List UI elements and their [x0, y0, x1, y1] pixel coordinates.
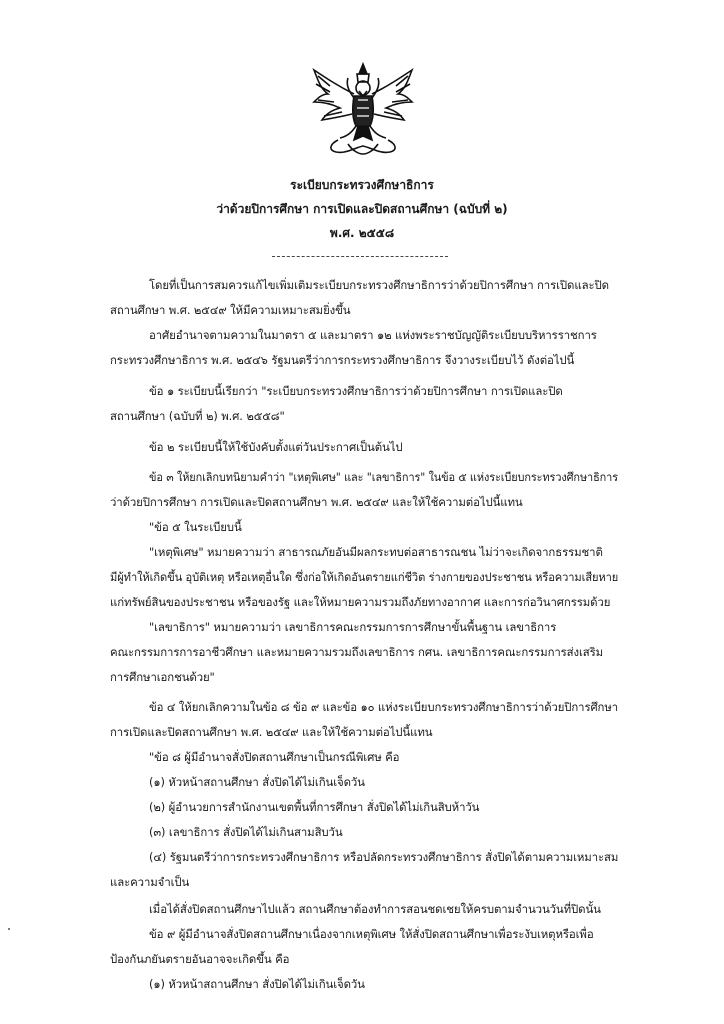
definition-line: มีผู้ทำให้เกิดขึ้น อุบัติเหตุ หรือเหตุอื่นใด ซึ่งก่อให้เกิดอันตรายแก่ชีวิต ร่างกายของประชาชน หรือความเสียหาย [110, 570, 619, 584]
paragraph-line: เมื่อได้สั่งปิดสถานศึกษาไปแล้ว สถานศึกษาต้องทำการสอนชดเชยให้ครบตามจำนวนวันที่ปิดนั้น [149, 902, 601, 916]
list-item: (๔) รัฐมนตรีว่าการกระทรวงศึกษาธิการ หรือปลัดกระทรวงศึกษาธิการ สั่งปิดได้ตามความเหมาะสม [149, 850, 619, 864]
clause-line: ข้อ ๒ ระเบียบนี้ให้ใช้บังคับตั้งแต่วันประกาศเป็นต้นไป [149, 440, 403, 454]
list-item: (๑) หัวหน้าสถานศึกษา สั่งปิดได้ไม่เกินเจ็ดวัน [149, 977, 365, 991]
document-title: ระเบียบกระทรวงศึกษาธิการ [290, 178, 434, 192]
clause-line: ข้อ ๙ ผู้มีอำนาจสั่งปิดสถานศึกษาเนื่องจากเหตุพิเศษ ให้สั่งปิดสถานศึกษาเพื่อระงับเหตุหรือเพื่อ [149, 927, 594, 941]
paragraph-line: กระทรวงศึกษาธิการ พ.ศ. ๒๕๔๖ รัฐมนตรีว่าการกระทรวงศึกษาธิการ จึงวางระเบียบไว้ ดังต่อไปนี้ [110, 353, 575, 367]
garuda-emblem-icon [308, 60, 418, 158]
definition-line: คณะกรรมการการอาชีวศึกษา และหมายความรวมถึงเลขาธิการ กศน. เลขาธิการคณะกรรมการส่งเสริม [110, 645, 604, 659]
list-item: และความจำเป็น [110, 875, 190, 889]
list-item: (๒) ผู้อำนวยการสำนักงานเขตพื้นที่การศึกษา สั่งปิดได้ไม่เกินสิบห้าวัน [149, 800, 480, 814]
paragraph-line: โดยที่เป็นการสมควรแก้ไขเพิ่มเติมระเบียบกระทรวงศึกษาธิการว่าด้วยปิการศึกษา การเปิดและปิด [149, 278, 609, 292]
clause-line: ข้อ ๓ ให้ยกเลิกบทนิยามคำว่า "เหตุพิเศษ" และ "เลขาธิการ" ในข้อ ๕ แห่งระเบียบกระทรวงศึกษาธิการ [149, 470, 618, 484]
clause-line: การเปิดและปิดสถานศึกษา พ.ศ. ๒๕๔๙ และให้ใช้ความต่อไปนี้แทน [110, 725, 433, 739]
clause-line: ว่าด้วยปิการศึกษา การเปิดและปิดสถานศึกษา พ.ศ. ๒๕๔๙ และให้ใช้ความต่อไปนี้แทน [110, 495, 523, 509]
definition-line: แก่ทรัพย์สินของประชาชน หรือของรัฐ และให้หมายความรวมถึงภัยทางอากาศ และการก่อวินาศกรรมด้วย [110, 595, 611, 609]
clause-line: ข้อ ๔ ให้ยกเลิกความในข้อ ๘ ข้อ ๙ และข้อ ๑๐ แห่งระเบียบกระทรวงศึกษาธิการว่าด้วยปิการศึกษา [149, 700, 618, 714]
list-item: (๓) เลขาธิการ สั่งปิดได้ไม่เกินสามสิบวัน [149, 825, 343, 839]
clause-line: สถานศึกษา (ฉบับที่ ๒) พ.ศ. ๒๕๕๘" [110, 409, 285, 423]
document-year: พ.ศ. ๒๕๕๘ [329, 226, 395, 240]
definition-line: การศึกษาเอกชนด้วย" [110, 670, 215, 684]
definition-line: "เลขาธิการ" หมายความว่า เลขาธิการคณะกรรมการการศึกษาขั้นพื้นฐาน เลขาธิการ [149, 620, 557, 634]
paragraph-line: สถานศึกษา พ.ศ. ๒๕๔๙ ให้มีความเหมาะสมยิ่งขึ้น [110, 303, 351, 317]
clause-line: "ข้อ ๘ ผู้มีอำนาจสั่งปิดสถานศึกษาเป็นกรณีพิเศษ คือ [149, 750, 400, 764]
document-subtitle: ว่าด้วยปิการศึกษา การเปิดและปิดสถานศึกษา (ฉบับที่ ๒) [216, 202, 508, 216]
scan-speck [8, 928, 10, 930]
clause-line: "ข้อ ๕ ในระเบียบนี้ [149, 520, 242, 534]
title-divider [272, 256, 448, 257]
list-item: (๑) หัวหน้าสถานศึกษา สั่งปิดได้ไม่เกินเจ็ดวัน [149, 775, 365, 789]
definition-line: "เหตุพิเศษ" หมายความว่า สาธารณภัยอันมีผลกระทบต่อสาธารณชน ไม่ว่าจะเกิดจากธรรมชาติ [149, 545, 603, 559]
clause-line: ป้องกันภยันตรายอันอาจจะเกิดขึ้น คือ [110, 952, 290, 966]
clause-line: ข้อ ๑ ระเบียบนี้เรียกว่า "ระเบียบกระทรวงศึกษาธิการว่าด้วยปิการศึกษา การเปิดและปิด [149, 384, 563, 398]
paragraph-line: อาศัยอำนาจตามความในมาตรา ๕ และมาตรา ๑๒ แห่งพระราชบัญญัติระเบียบบริหารราชการ [149, 328, 597, 342]
